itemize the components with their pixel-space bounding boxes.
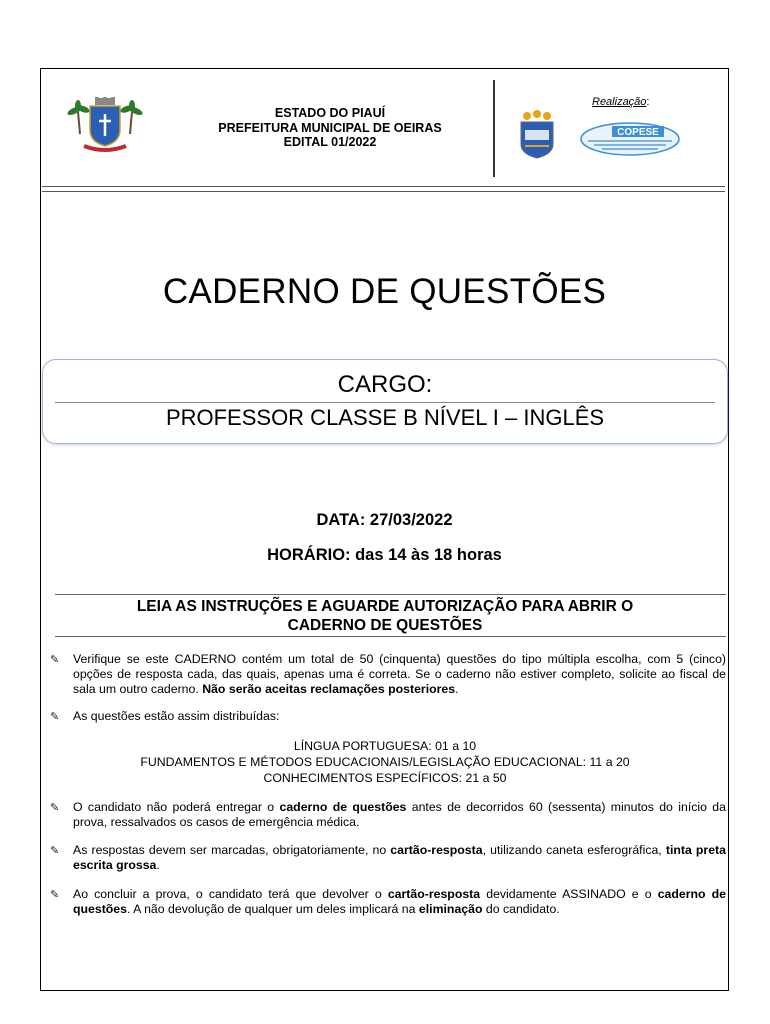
oeiras-crest-logo (66, 94, 144, 156)
realizacao-label: Realização: (592, 96, 650, 108)
pencil-icon: ✎ (50, 845, 60, 857)
header-rule-top (42, 186, 725, 187)
header-rule-bottom (42, 191, 725, 192)
distribution-line: CONHECIMENTOS ESPECÍFICOS: 21 a 50 (263, 771, 507, 785)
exam-date: DATA: 27/03/2022 (316, 511, 453, 529)
header-prefecture: PREFEITURA MUNICIPAL DE OEIRAS (218, 120, 442, 135)
header-institution (180, 106, 480, 150)
distribution-line: LÍNGUA PORTUGUESA: 01 a 10 (293, 739, 477, 753)
copese-logo (580, 122, 680, 156)
pencil-icon: ✎ (50, 889, 60, 901)
svg-text:COPESE: COPESE (617, 127, 659, 138)
cargo-value: PROFESSOR CLASSE B NÍVEL I – INGLÊS (165, 405, 605, 430)
header-state: ESTADO DO PIAUÍ (274, 106, 386, 120)
pencil-icon: ✎ (50, 711, 60, 723)
distribution-line: FUNDAMENTOS E MÉTODOS EDUCACIONAIS/LEGISLAÇÃO EDUCACIONAL: 11 a 20 (140, 755, 630, 769)
cargo-divider (55, 402, 715, 403)
question-distribution (90, 738, 680, 786)
header-edital: EDITAL 01/2022 (283, 135, 377, 149)
pencil-icon: ✎ (50, 654, 60, 666)
page-title: CADERNO DE QUESTÕES (162, 272, 607, 311)
instructions-rule-top (55, 594, 726, 595)
cargo-label: CARGO: (337, 371, 433, 398)
pencil-icon: ✎ (50, 802, 60, 814)
header-vertical-divider (493, 80, 495, 177)
instructions-rule-bottom (55, 636, 726, 637)
ufpi-emblem-logo (517, 108, 557, 160)
instructions-heading: LEIA AS INSTRUÇÕES E AGUARDE AUTORIZAÇÃO PARA ABRIR O CADERNO DE QUESTÕES (136, 598, 634, 634)
exam-time: HORÁRIO: das 14 às 18 horas (267, 546, 502, 564)
